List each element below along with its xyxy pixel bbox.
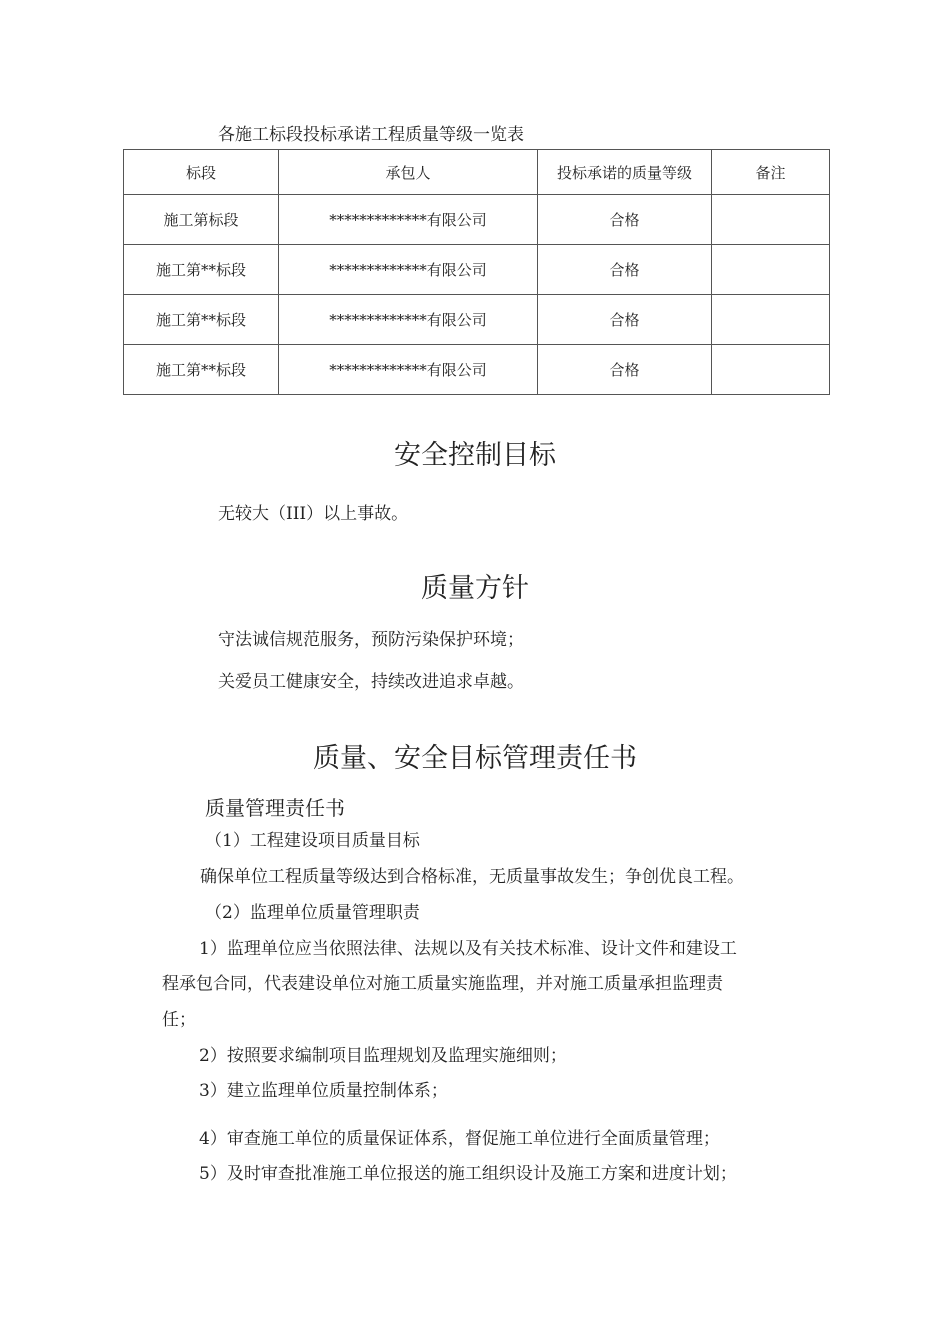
table-row — [124, 195, 830, 245]
header-cell: 标段 — [124, 150, 279, 195]
duty3: 3）建立监理单位质量控制体系； — [199, 1081, 448, 1101]
duty2: 2）按照要求编制项目监理规划及监理实施细则； — [199, 1046, 567, 1066]
item2-title: （2）监理单位质量管理职责 — [205, 903, 420, 923]
table-cell: 合格 — [538, 295, 712, 345]
table-cell: 合格 — [538, 245, 712, 295]
item1-title: （1）工程建设项目质量目标 — [205, 831, 420, 851]
table-cell: 施工第**标段 — [124, 295, 279, 345]
table-cell — [712, 295, 830, 345]
table-row — [124, 345, 830, 395]
table-cell — [712, 195, 830, 245]
table-cell: 合格 — [538, 345, 712, 395]
table-cell: 合格 — [538, 195, 712, 245]
policy-line-2: 关爱员工健康安全，持续改进追求卓越。 — [218, 672, 524, 692]
header-cell: 备注 — [712, 150, 830, 195]
responsibility-subheading: 质量管理责任书 — [205, 796, 345, 820]
table-cell: 施工第**标段 — [124, 245, 279, 295]
table-cell — [712, 245, 830, 295]
duty1-line1: 1）监理单位应当依照法律、法规以及有关技术标准、设计文件和建设工 — [199, 939, 737, 959]
item1-text: 确保单位工程质量等级达到合格标准，无质量事故发生；争创优良工程。 — [200, 867, 744, 887]
table-cell — [712, 345, 830, 395]
table-cell: *************有限公司 — [279, 345, 538, 395]
policy-line-1: 守法诚信规范服务，预防污染保护环境； — [218, 630, 524, 650]
quality-grade-table — [123, 149, 830, 395]
table-cell: *************有限公司 — [279, 195, 538, 245]
safety-text: 无较大（III）以上事故。 — [218, 504, 409, 524]
duty1-line2: 程承包合同，代表建设单位对施工质量实施监理，并对施工质量承担监理责 — [162, 974, 723, 994]
duty4: 4）审查施工单位的质量保证体系，督促施工单位进行全面质量管理； — [199, 1129, 720, 1149]
safety-heading: 安全控制目标 — [394, 440, 556, 471]
policy-heading: 质量方针 — [421, 573, 529, 604]
table-row — [124, 295, 830, 345]
table-cell: *************有限公司 — [279, 295, 538, 345]
table-cell: *************有限公司 — [279, 245, 538, 295]
table-cell: 施工第**标段 — [124, 345, 279, 395]
table-row — [124, 245, 830, 295]
table-header-row — [124, 150, 830, 195]
duty1-line3: 任； — [162, 1010, 196, 1030]
duty5: 5）及时审查批准施工单位报送的施工组织设计及施工方案和进度计划； — [199, 1164, 737, 1184]
table-cell: 施工第标段 — [124, 195, 279, 245]
responsibility-heading: 质量、安全目标管理责任书 — [313, 743, 637, 774]
table-caption: 各施工标段投标承诺工程质量等级一览表 — [218, 125, 524, 145]
header-cell: 承包人 — [279, 150, 538, 195]
header-cell: 投标承诺的质量等级 — [538, 150, 712, 195]
